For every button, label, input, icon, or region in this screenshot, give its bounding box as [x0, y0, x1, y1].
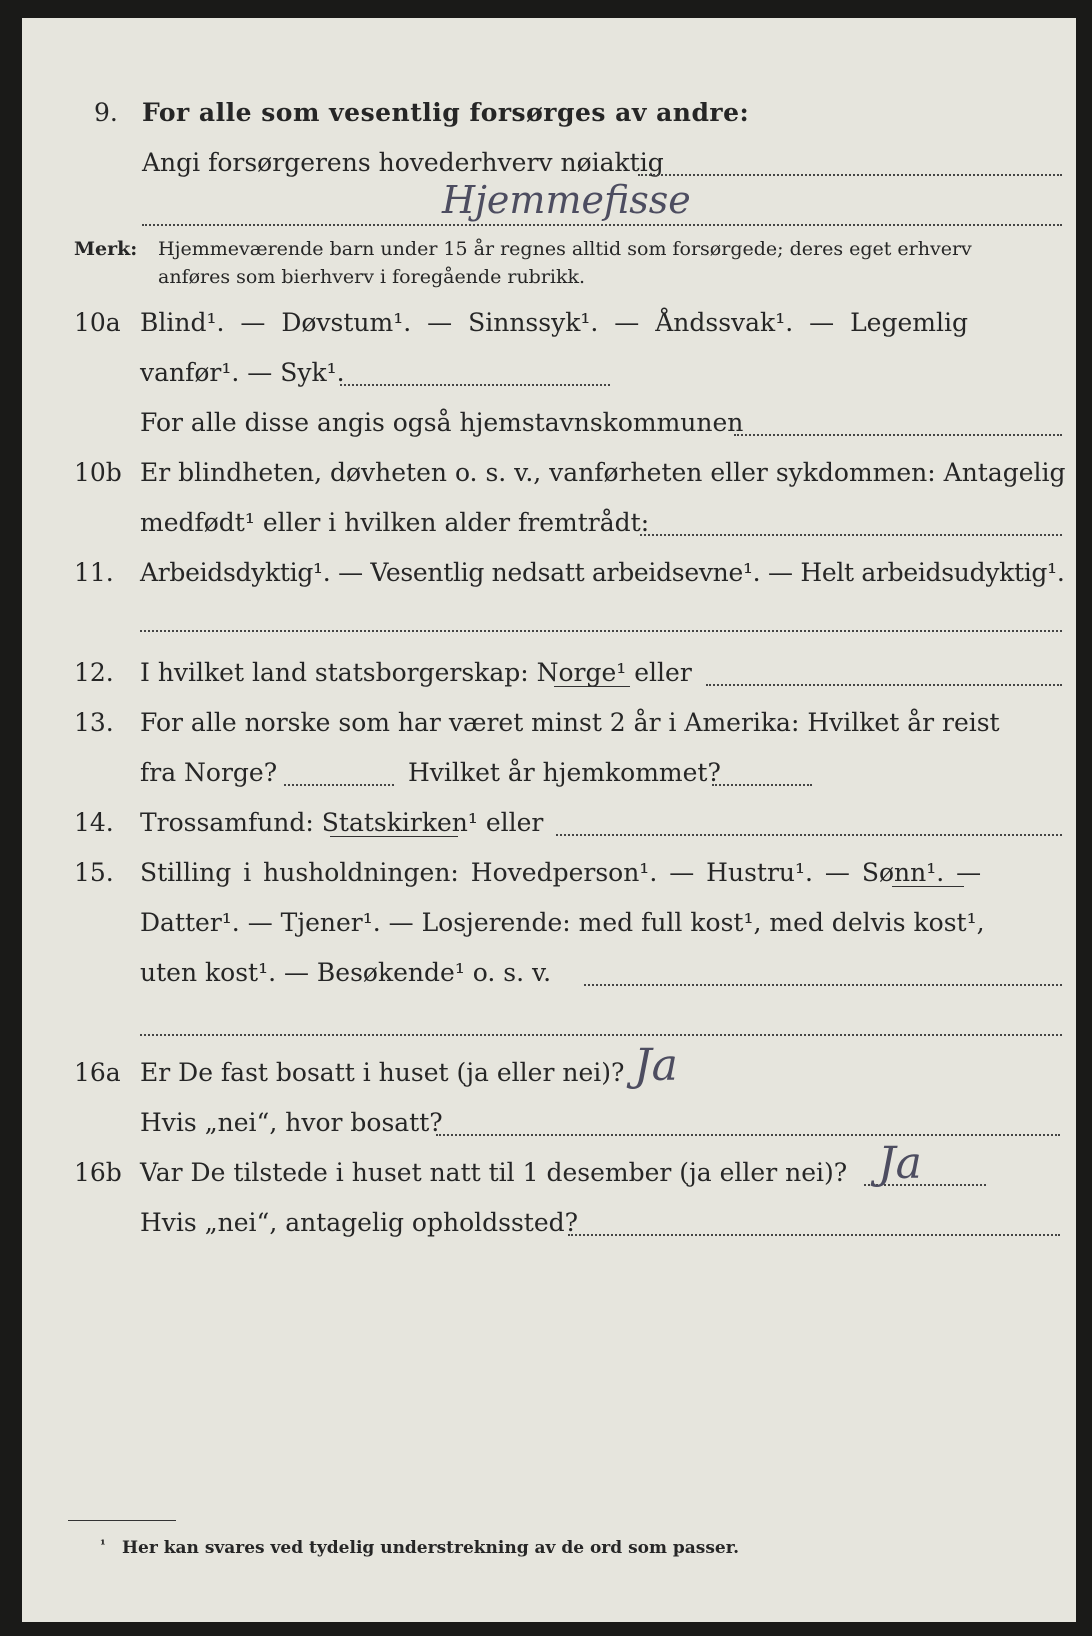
q16b-number: 16b	[74, 1158, 122, 1187]
footnote-text: Her kan svares ved tydelig understrekning av de ord som passer.	[122, 1538, 740, 1558]
q13-line2b: Hvilket år hjemkommet?	[408, 758, 721, 787]
q14-number: 14.	[74, 808, 114, 837]
q11-number: 11.	[74, 558, 114, 587]
q16a-handwritten-answer: Ja	[634, 1040, 678, 1091]
q13-fill-line-1	[284, 784, 394, 786]
q10a-number: 10a	[74, 308, 121, 337]
q16b-fill-line-2	[568, 1234, 1060, 1236]
footnote-rule	[68, 1520, 176, 1521]
q16a-line1: Er De fast bosatt i huset (ja eller nei)?	[140, 1058, 625, 1087]
census-form-page	[22, 18, 1076, 1622]
q9-number: 9.	[94, 98, 118, 127]
q14-line1: Trossamfund: Statskirken¹ eller	[140, 808, 544, 837]
q16a-line2: Hvis „nei“, hvor bosatt?	[140, 1108, 443, 1137]
q15-fill-line-2	[140, 1034, 1062, 1036]
q9-fill-line-1	[638, 174, 1062, 176]
q15-sonn-underline	[892, 886, 964, 887]
q9-title: For alle som vesentlig forsørges av andre:	[142, 98, 750, 127]
q10b-number: 10b	[74, 458, 122, 487]
q15-number: 15.	[74, 858, 114, 887]
q10a-line1: Blind¹. — Døvstum¹. — Sinnssyk¹. — Åndssvak¹. — Legemlig	[140, 308, 968, 337]
q16b-line1: Var De tilstede i huset natt til 1 desember (ja eller nei)?	[140, 1158, 848, 1187]
q16b-line2: Hvis „nei“, antagelig opholdssted?	[140, 1208, 579, 1237]
q10a-line3: For alle disse angis også hjemstavnskommunen	[140, 408, 744, 437]
q13-fill-line-2	[712, 784, 812, 786]
q10a-fill-line-1	[340, 384, 610, 386]
q13-number: 13.	[74, 708, 114, 737]
q10a-fill-line-2	[734, 434, 1062, 436]
merk-line2: anføres som bierhverv i foregående rubrikk.	[158, 266, 586, 288]
q13-line1: For alle norske som har været minst 2 år i Amerika: Hvilket år reist	[140, 708, 1000, 737]
q10b-line2: medfødt¹ eller i hvilken alder fremtrådt:	[140, 508, 650, 537]
q10b-fill-line	[640, 534, 1062, 536]
q15-fill-line-1	[584, 984, 1062, 986]
q12-line1: I hvilket land statsborgerskap: Norge¹ eller	[140, 658, 692, 687]
q14-statskirken-underline	[330, 836, 458, 837]
q12-fill-line	[706, 684, 1062, 686]
q13-line2a: fra Norge?	[140, 758, 278, 787]
q10a-line2: vanfør¹. — Syk¹.	[140, 358, 345, 387]
q11-line1: Arbeidsdyktig¹. — Vesentlig nedsatt arbeidsevne¹. — Helt arbeidsudyktig¹.	[140, 558, 1065, 587]
q15-line1: Stilling i husholdningen: Hovedperson¹. — Hustru¹. — Sønn¹. —	[140, 858, 982, 887]
q16a-number: 16a	[74, 1058, 121, 1087]
q14-fill-line	[556, 834, 1062, 836]
footnote-mark: ¹	[100, 1538, 106, 1553]
q15-line3: uten kost¹. — Besøkende¹ o. s. v.	[140, 958, 552, 987]
q12-norge-underline	[554, 686, 630, 687]
q15-line2: Datter¹. — Tjener¹. — Losjerende: med full kost¹, med delvis kost¹,	[140, 908, 985, 937]
merk-line1: Hjemmeværende barn under 15 år regnes alltid som forsørgede; deres eget erhverv	[158, 238, 972, 260]
q16a-fill-line	[436, 1134, 1060, 1136]
q12-number: 12.	[74, 658, 114, 687]
q16b-handwritten-answer: Ja	[878, 1138, 922, 1189]
q9-handwritten-answer: Hjemmefisse	[442, 178, 691, 222]
q10b-line1: Er blindheten, døvheten o. s. v., vanførheten eller sykdommen: Antagelig	[140, 458, 1066, 487]
merk-label: Merk:	[74, 238, 138, 260]
q9-line1: Angi forsørgerens hovederhverv nøiaktig	[142, 148, 664, 177]
q11-fill-line	[140, 630, 1062, 632]
q9-fill-line-2	[142, 224, 1062, 226]
